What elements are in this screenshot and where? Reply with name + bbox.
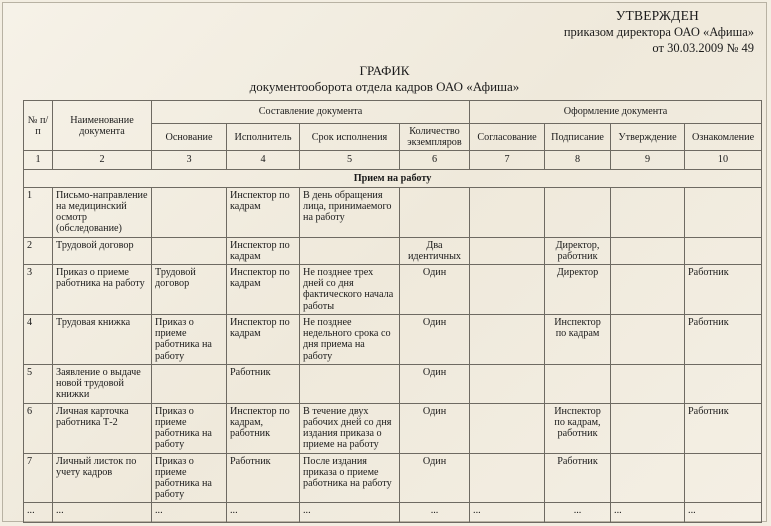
cell-deadline: В течение двух рабочих дней со дня издания приказа о приеме на работу [300,403,400,453]
cell-copies: Один [400,265,470,315]
cell-signing: Инспектор по кадрам [545,315,611,365]
table-row [24,187,762,237]
document-subtitle: документооборота отдела кадров ОАО «Афиша» [249,79,520,94]
header-name: Наименование документа [53,101,152,151]
cell-copies: Два идентичных [400,237,470,264]
cell-num: 1 [24,187,53,237]
table-row [24,403,762,453]
header-group-compose: Составление документа [152,101,470,124]
cell-name: Личная карточка работника Т-2 [53,403,152,453]
cell-familiarization: Работник [685,265,762,315]
cell-deadline [300,237,400,264]
cell-approval [611,365,685,404]
table-row [24,315,762,365]
cell-executor: Работник [227,365,300,404]
cell-name: Трудовой договор [53,237,152,264]
column-number: 4 [227,151,300,169]
cell-copies: Один [400,365,470,404]
cell-num: ... [24,503,53,523]
cell-name: Письмо-направление на медицинский осмотр (обследование) [53,187,152,237]
cell-copies: Один [400,315,470,365]
cell-agreement [470,403,545,453]
cell-executor: Инспектор по кадрам [227,237,300,264]
column-number: 6 [400,151,470,169]
cell-basis: Приказ о приеме работника на работу [152,453,227,503]
cell-signing [545,365,611,404]
document-page [2,2,767,522]
cell-signing: Директор, работник [545,237,611,264]
cell-deadline: Не позднее недельного срока со дня приема на работу [300,315,400,365]
cell-name: Заявление о выдаче новой трудовой книжки [53,365,152,404]
cell-familiarization [685,365,762,404]
column-number: 8 [545,151,611,169]
cell-familiarization: ... [685,503,762,523]
cell-name: Трудовая книжка [53,315,152,365]
cell-agreement [470,187,545,237]
column-number: 3 [152,151,227,169]
cell-deadline [300,365,400,404]
column-number: 10 [685,151,762,169]
workflow-table [23,100,762,523]
table-row [24,453,762,503]
cell-num: 5 [24,365,53,404]
header-agreement: Согласование [470,124,545,151]
column-number: 1 [24,151,53,169]
table-row [24,503,762,523]
cell-executor: Инспектор по кадрам, работник [227,403,300,453]
header-group-format: Оформление документа [470,101,762,124]
cell-approval [611,187,685,237]
column-number: 2 [53,151,152,169]
cell-basis [152,187,227,237]
cell-executor: Инспектор по кадрам [227,315,300,365]
column-number: 9 [611,151,685,169]
cell-copies: Один [400,403,470,453]
header-signing: Подписание [545,124,611,151]
cell-approval [611,315,685,365]
header-familiarization: Ознакомление [685,124,762,151]
table-row [24,265,762,315]
approval-title: УТВЕРЖДЕН [615,8,699,23]
table-row [24,365,762,404]
cell-name: Приказ о приеме работника на работу [53,265,152,315]
cell-num: 3 [24,265,53,315]
cell-name: ... [53,503,152,523]
header-deadline: Срок исполнения [300,124,400,151]
cell-signing [545,187,611,237]
cell-executor: Инспектор по кадрам [227,187,300,237]
cell-basis: Приказ о приеме работника на работу [152,403,227,453]
cell-deadline: ... [300,503,400,523]
cell-basis [152,365,227,404]
cell-executor: Инспектор по кадрам [227,265,300,315]
cell-basis: ... [152,503,227,523]
cell-executor: ... [227,503,300,523]
approval-line-1: приказом директора ОАО «Афиша» [563,25,754,39]
cell-signing: Директор [545,265,611,315]
header-num: № п/п [24,101,53,151]
cell-copies: ... [400,503,470,523]
cell-num: 6 [24,403,53,453]
cell-num: 2 [24,237,53,264]
cell-agreement [470,453,545,503]
cell-copies [400,187,470,237]
header-copies: Количество экземпляров [400,124,470,151]
section-row [24,169,762,187]
cell-signing: Инспектор по кадрам, работник [545,403,611,453]
cell-deadline: После издания приказа о приеме работника на работу [300,453,400,503]
cell-copies: Один [400,453,470,503]
header-basis: Основание [152,124,227,151]
cell-approval [611,403,685,453]
cell-familiarization [685,453,762,503]
cell-basis: Трудовой договор [152,265,227,315]
cell-familiarization: Работник [685,403,762,453]
approval-line-2: от 30.03.2009 № 49 [652,41,754,55]
document-title-block [3,63,766,95]
cell-basis [152,237,227,264]
header-executor: Исполнитель [227,124,300,151]
header-approval: Утверждение [611,124,685,151]
cell-agreement [470,315,545,365]
cell-deadline: Не позднее трех дней со дня фактического начала работы [300,265,400,315]
column-number: 5 [300,151,400,169]
approval-block [564,8,754,56]
cell-approval [611,237,685,264]
cell-familiarization [685,187,762,237]
cell-num: 4 [24,315,53,365]
cell-deadline: В день обращения лица, принимаемого на работу [300,187,400,237]
cell-familiarization [685,237,762,264]
cell-agreement: ... [470,503,545,523]
cell-approval: ... [611,503,685,523]
cell-num: 7 [24,453,53,503]
cell-agreement [470,237,545,264]
section-title: Прием на работу [24,169,762,187]
table-row [24,237,762,264]
cell-signing: ... [545,503,611,523]
cell-agreement [470,365,545,404]
cell-basis: Приказ о приеме работника на работу [152,315,227,365]
cell-signing: Работник [545,453,611,503]
cell-executor: Работник [227,453,300,503]
column-number: 7 [470,151,545,169]
column-numbers-row [24,151,762,169]
cell-agreement [470,265,545,315]
cell-approval [611,265,685,315]
document-title: ГРАФИК [359,63,410,78]
cell-familiarization: Работник [685,315,762,365]
cell-name: Личный листок по учету кадров [53,453,152,503]
cell-approval [611,453,685,503]
